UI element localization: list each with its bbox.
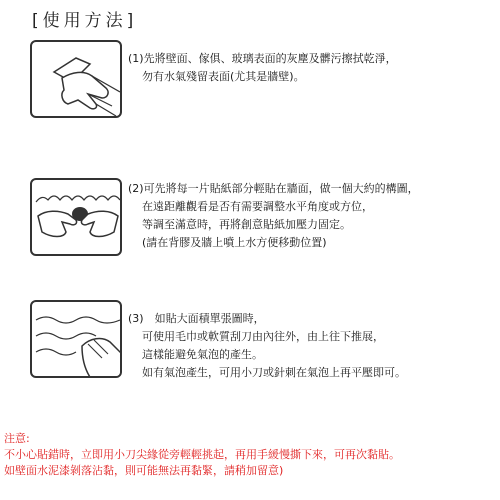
hand-wiping-cloth-illustration (30, 40, 122, 118)
step-3-text (128, 310, 498, 382)
note-line-1: 不小心貼錯時，立即用小刀尖緣從旁輕輕挑起，再用手緩慢撕下來，可再次黏貼。 (4, 448, 400, 461)
step-3-line-2: 可使用毛巾或軟質刮刀由內往外，由上往下推展， (142, 330, 384, 343)
step-3-line-1: (3) 如貼大面積單張圖時， (128, 312, 265, 325)
step-3-line-4: 如有氣泡產生，可用小刀或針刺在氣泡上再平壓即可。 (142, 366, 406, 379)
step-2-line-4: (請在背膠及牆上噴上水方便移動位置) (142, 236, 327, 249)
step-2-line-2: 在遠距離觀看是否有需要調整水平角度或方位， (142, 200, 373, 213)
step-1-line-2: 勿有水氣殘留表面(尤其是牆壁)。 (142, 70, 305, 83)
page-title: [使用方法] (32, 11, 138, 31)
caution-note (4, 431, 498, 479)
step-1-text (128, 50, 498, 86)
hand-smoothing-sheet-illustration (30, 300, 122, 378)
note-heading: 注意: (4, 432, 30, 445)
step-2-text (128, 180, 498, 252)
note-line-2: 如壁面水泥漆剝落沾黏，則可能無法再黏緊，請稍加留意) (4, 464, 284, 477)
hands-pressing-sticker-illustration (30, 178, 122, 256)
step-2-line-1: (2)可先將每一片貼紙部分輕貼在牆面，做一個大約的構圖， (128, 182, 419, 195)
step-3-line-3: 這樣能避免氣泡的產生。 (142, 348, 263, 361)
step-1-line-1: (1)先將壁面、傢俱、玻璃表面的灰塵及髒污擦拭乾淨， (128, 52, 397, 65)
step-2-line-3: 等調至滿意時，再將創意貼紙加壓力固定。 (142, 218, 351, 231)
